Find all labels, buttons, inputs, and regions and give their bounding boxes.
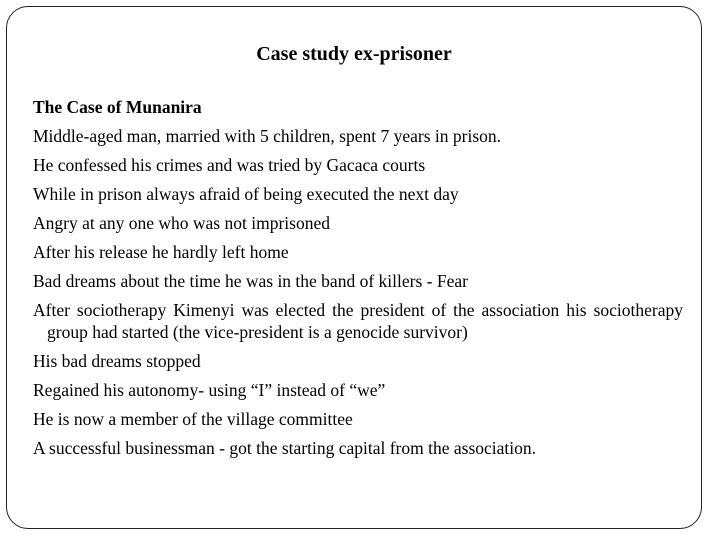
slide: [6, 6, 702, 529]
body-line: Regained his autonomy- using “I” instead of “we”: [33, 380, 386, 400]
body-line: After his release he hardly left home: [33, 242, 289, 262]
body-line: A successful businessman - got the starting capital from the association.: [33, 438, 537, 458]
body-line: While in prison always afraid of being executed the next day: [33, 184, 459, 204]
slide-title: Case study ex-prisoner: [256, 43, 452, 65]
body-line: Bad dreams about the time he was in the band of killers - Fear: [33, 271, 468, 291]
body-line: His bad dreams stopped: [33, 351, 201, 371]
case-heading: The Case of Munanira: [33, 97, 202, 117]
slide-body: [33, 93, 683, 463]
body-line: Angry at any one who was not imprisoned: [33, 213, 330, 233]
body-paragraph: After sociotherapy Kimenyi was elected the president of the association his sociotherapy group had started (the vice-president is a genocide survivor): [33, 300, 683, 342]
body-line: He is now a member of the village committee: [33, 409, 353, 429]
body-line: He confessed his crimes and was tried by Gacaca courts: [33, 155, 426, 175]
body-line: Middle-aged man, married with 5 children, spent 7 years in prison.: [33, 126, 502, 146]
